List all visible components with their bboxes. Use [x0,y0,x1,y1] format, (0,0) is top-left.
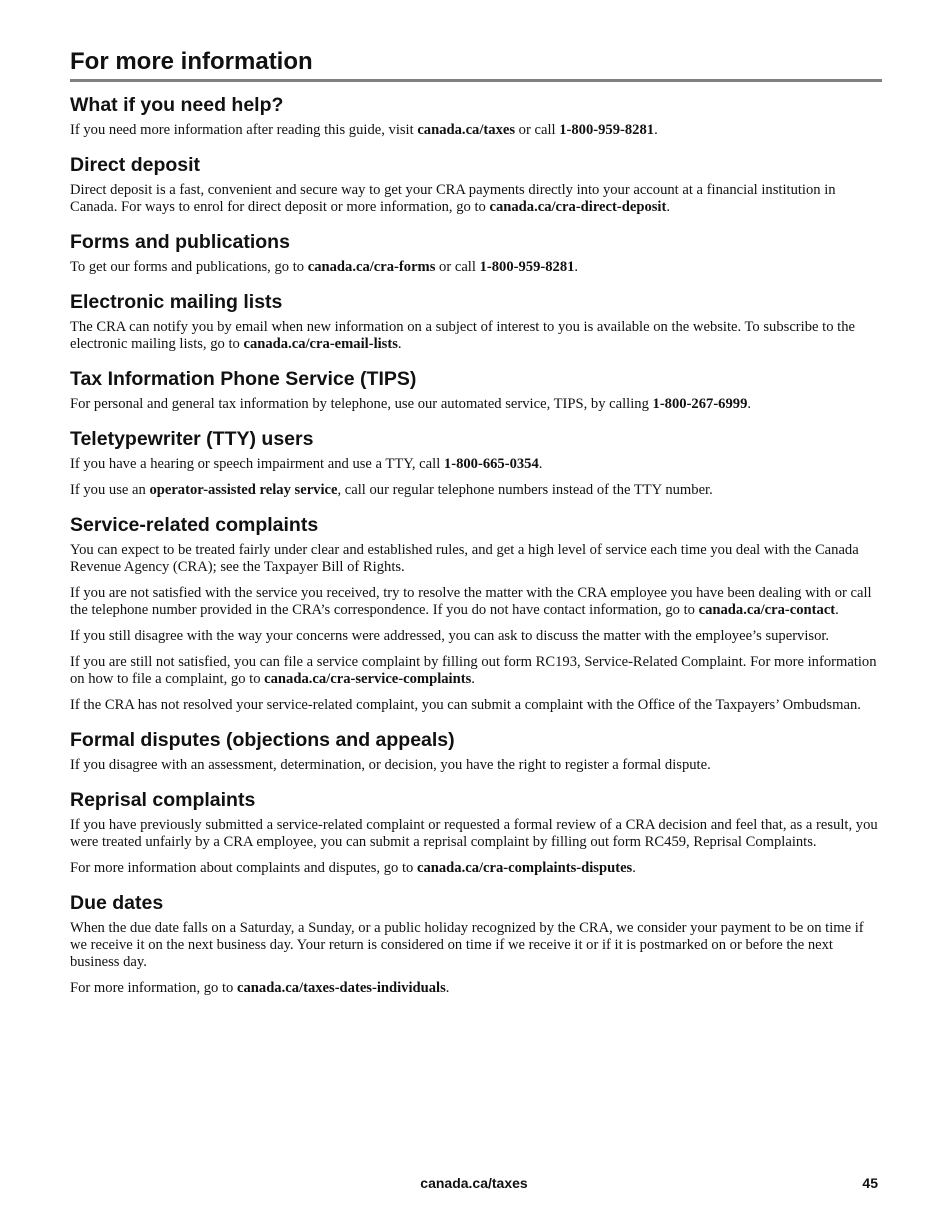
text-run: When the due date falls on a Saturday, a Sunday, or a public holiday recognized by the CRA, we consider your payment to be on time if we receive it on the next business day. Your return is considered on time if we receive it or if it is postmarked on or before the next business day. [70,920,864,970]
bold-reference: canada.ca/cra-service-complaints [264,671,472,687]
text-run: . [632,860,636,876]
text-run: . [835,602,839,618]
text-run: For personal and general tax information by telephone, use our automated service, TIPS, by calling [70,396,653,412]
page-title: For more information [70,48,313,75]
text-run: If you are still not satisfied, you can file a service complaint by filling out form RC193, Service-Related Complaint. For more information on how to file a complaint, go to [70,654,877,687]
bold-reference: canada.ca/taxes-dates-individuals [237,980,446,996]
paragraph [70,920,882,971]
text-run: . [574,259,579,275]
bold-reference: canada.ca/cra-complaints-disputes [416,860,633,876]
section-heading: What if you need help? [70,94,284,116]
text-run: If the CRA has not resolved your service-related complaint, you can submit a complaint with the Office of the Taxpayers’ Ombudsman. [70,697,861,713]
bold-reference: operator-assisted relay service [149,482,338,498]
section [70,788,882,877]
page-number: 45 [862,1175,878,1191]
text-run: . [666,199,670,215]
bold-reference: canada.ca/cra-email-lists [243,336,398,352]
text-run: . [471,671,475,687]
text-run: , call our regular telephone numbers instead of the TTY number. [337,482,713,498]
text-run: If you disagree with an assessment, determination, or decision, you have the right to register a formal dispute. [70,757,711,773]
paragraph [70,628,882,645]
bold-reference: canada.ca/cra-contact [698,602,836,618]
section-heading: Service-related complaints [70,514,319,536]
paragraph [70,259,882,276]
text-run: If you have previously submitted a service-related complaint or requested a formal review of a CRA decision and feel that, as a result, you were treated unfairly by a CRA employee, you can submit a reprisal complaint by filling out form RC459, Reprisal Complaints. [70,817,878,850]
bold-reference: 1-800-959-8281 [559,122,655,138]
text-run: If you are not satisfied with the service you received, try to resolve the matter with the CRA employee you have been dealing with or call the telephone number provided in the CRA’s correspondence. If you do not have contact information, go to [70,585,872,618]
footer-url: canada.ca/taxes [420,1175,528,1191]
bold-reference: canada.ca/cra-direct-deposit [489,199,667,215]
text-run: . [445,980,450,996]
text-run: . [654,122,658,138]
bold-reference: 1-800-665-0354 [443,456,539,472]
paragraph [70,482,882,499]
text-run: or call [435,259,480,275]
section-heading: Forms and publications [70,231,290,253]
section-heading: Direct deposit [70,154,201,176]
section [70,427,882,499]
text-run: If you need more information after reading this guide, visit [70,122,418,138]
section-heading: Tax Information Phone Service (TIPS) [70,368,417,390]
bold-reference: 1-800-959-8281 [479,259,575,275]
bold-reference: 1-800-267-6999 [652,396,748,412]
bold-reference: canada.ca/cra-forms [307,259,436,275]
text-run: For more information, go to [70,980,237,996]
section [70,93,882,139]
section [70,230,882,276]
paragraph [70,654,882,688]
section-heading: Formal disputes (objections and appeals) [70,729,455,751]
text-run: If you still disagree with the way your concerns were addressed, you can ask to discuss the matter with the employee’s supervisor. [70,628,830,644]
paragraph [70,757,882,774]
text-run: . [397,336,402,352]
section-heading: Electronic mailing lists [70,291,283,313]
text-run: You can expect to be treated fairly under clear and established rules, and get a high level of service each time you deal with the Canada Revenue Agency (CRA); see the Taxpayer Bill of Rights. [70,542,859,575]
text-run: Direct deposit is a fast, convenient and secure way to get your CRA payments directly into your account at a financial institution in Canada. For ways to enrol for direct deposit or more information, go to [70,182,836,215]
paragraph [70,396,882,413]
paragraph [70,319,882,353]
section [70,367,882,413]
text-run: or call [515,122,560,138]
paragraph [70,980,882,997]
text-run: . [538,456,543,472]
text-run: If you use an [70,482,150,498]
paragraph [70,122,882,139]
section-heading: Teletypewriter (TTY) users [70,428,314,450]
section [70,728,882,774]
bold-reference: canada.ca/taxes [417,122,516,138]
page-content [70,47,882,1011]
sections-container [70,93,882,997]
section [70,153,882,216]
text-run: For more information about complaints and disputes, go to [70,860,417,876]
paragraph [70,542,882,576]
section [70,513,882,714]
paragraph [70,182,882,216]
paragraph [70,860,882,877]
section-heading: Due dates [70,892,164,914]
section [70,891,882,997]
text-run: To get our forms and publications, go to [70,259,308,275]
page-footer [70,1175,878,1193]
section [70,290,882,353]
paragraph [70,697,882,714]
paragraph [70,817,882,851]
text-run: The CRA can notify you by email when new information on a subject of interest to you is available on the website. To subscribe to the electronic mailing lists, go to [70,319,855,352]
title-divider [70,79,882,82]
text-run: . [747,396,752,412]
paragraph [70,585,882,619]
section-heading: Reprisal complaints [70,789,256,811]
text-run: If you have a hearing or speech impairment and use a TTY, call [70,456,444,472]
paragraph [70,456,882,473]
